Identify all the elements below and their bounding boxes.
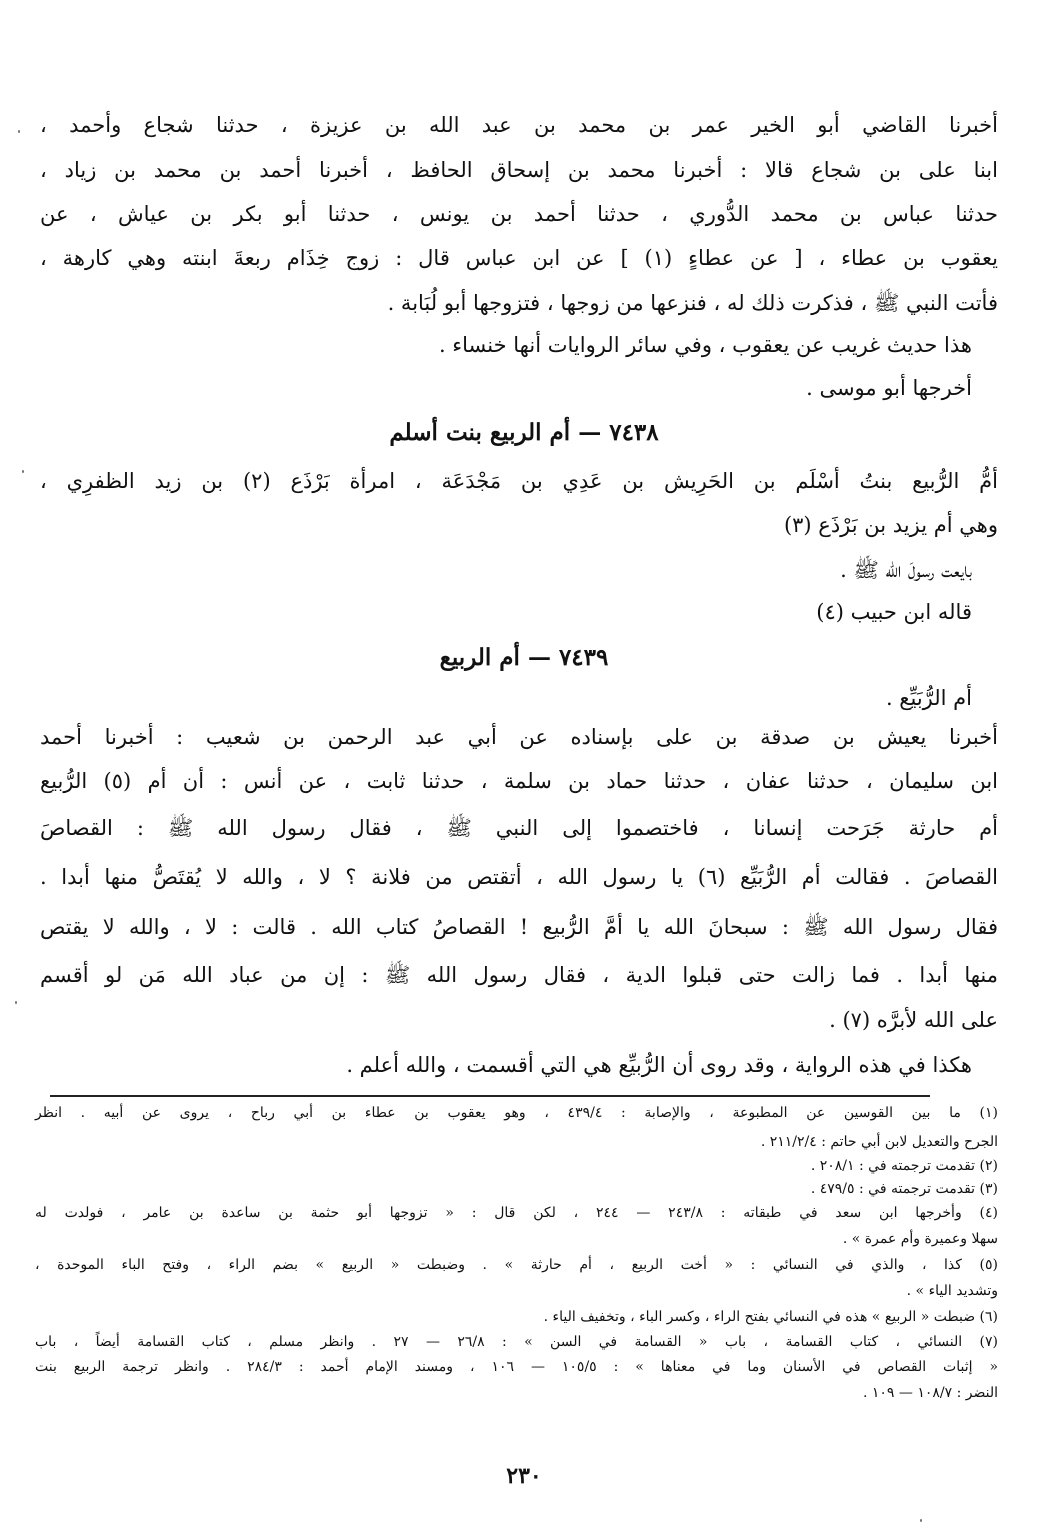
body-line: فأتت النبي ﷺ ، فذكرت ذلك له ، فنزعها من زوجها ، فتزوجها أبو لُبَابة . [387,291,998,315]
body-line: على الله لأبرَّه (٧) . [829,1008,998,1032]
body-line: منها أبدا . فما زالت حتى قبلوا الدية ، فقال رسول الله ﷺ : إن من عباد الله مَن لو أقسم [40,963,998,987]
footnote-line: (٥) كذا ، والذي في النسائي : « أخت الربيع ، أم حارثة » . وضبطت « الربيع » بضم الراء ، وفتح الباء الموحدة ، [35,1257,998,1273]
body-line: أم حارثة جَرَحت إنسانا ، فاختصموا إلى النبي ﷺ ، فقال رسول الله ﷺ : القصاصَ [40,816,999,840]
body-line: فقال رسول الله ﷺ : سبحانَ الله يا أمَّ الرُّبيع ! القصاصُ كتاب الله . قالت : لا ، والله لا يقتص [40,915,998,939]
scan-speck [15,1001,17,1004]
body-line: أمُّ الرُّبيع بنتُ أسْلَم بن الحَرِيش بن عَدِي بن مَجْدَعَة ، امرأة بَرْذَع (٢) بن زيد الظفرِي ، [40,469,998,493]
footnote-line: (٦) ضبطت « الربيع » هذه في النسائي بفتح الراء ، وكسر الباء ، وتخفيف الياء . [543,1309,998,1325]
scan-speck [22,470,24,473]
entry-heading [0,418,1048,448]
body-line: أخبرنا القاضي أبو الخير عمر بن محمد بن عبد الله بن عزيزة ، حدثنا شجاع وأحمد ، [40,113,998,137]
entry-heading-text: ٧٤٣٨ — أم الربيع بنت أسلم [389,419,659,446]
footnote-line: النضر : ١٠٨/٧ — ١٠٩ . [862,1385,998,1401]
body-line: أخبرنا يعيش بن صدقة بن على بإسناده عن أبي عبد الرحمن بن شعيب : أخبرنا أحمد [40,725,998,749]
footnote-line: (٣) تقدمت ترجمته في : ٤٧٩/٥ . [810,1181,998,1197]
page-number: ٢٣٠ [506,1463,542,1489]
scan-speck [18,130,20,133]
body-line: هذا حديث غريب عن يعقوب ، وفي سائر الروايات أنها خنساء . [438,333,972,357]
footnote-separator [50,1095,930,1097]
body-line: أخرجها أبو موسى . [806,376,972,400]
body-line: يعقوب بن عطاء ، [ عن عطاءٍ (١) ] عن ابن عباس قال : زوج خِذَام ربعةَ ابنته وهي كارهة ، [40,246,998,270]
footnote-line: (٧) النسائي ، كتاب القسامة ، باب « القسامة في السن » : ٢٦/٨ — ٢٧ . وانظر مسلم ، كتاب القسامة أيضاً ، باب [35,1334,999,1350]
footnote-line: الجرح والتعديل لابن أبي حاتم : ٢١١/٢/٤ . [760,1134,998,1150]
footnote-line: سهلا وعميرة وأم عمرة » . [842,1231,998,1247]
body-line: القصاصَ . فقالت أم الرُّبَيِّع (٦) يا رسول الله ، أتقتص من فلانة ؟ لا ، والله لا يُقتَصُّ منها أبدا . [40,865,998,889]
body-line: حدثنا عباس بن محمد الدُّوري ، حدثنا أحمد بن يونس ، حدثنا أبو بكر بن عياش ، عن [40,202,998,226]
body-line: أم الرُّبَيِّع . [885,686,972,710]
body-line: بايعت رسولَ الله ﷺ . [840,558,972,582]
body-line: قاله ابن حبيب (٤) [816,600,972,624]
body-line: هكذا في هذه الرواية ، وقد روى أن الرُّبيِّع هي التي أقسمت ، والله أعلم . [346,1053,972,1077]
body-line: ابنا على بن شجاع قالا : أخبرنا محمد بن إسحاق الحافظ ، أخبرنا أحمد بن محمد بن زياد ، [40,158,998,182]
body-line: وهي أم يزيد بن بَرْذَع (٣) [783,513,998,537]
entry-heading [0,643,1048,673]
body-line: ابن سليمان ، حدثنا عفان ، حدثنا حماد بن سلمة ، حدثنا ثابت ، عن أنس : أن أم (٥) الرُّبيع [40,769,999,793]
footnote-line: وتشديد الياء » . [906,1283,998,1299]
scan-speck [920,1519,922,1522]
footnote-line: « إثبات القصاص في الأسنان وما في معناها » : ١٠٥/٥ — ١٠٦ ، ومسند الإمام أحمد : ٢٨٤/٣ . وانظر ترجمة الربيع بنت [35,1359,999,1375]
footnote-line: (١) ما بين القوسين عن المطبوعة ، والإصابة : ٤٣٩/٤ ، وهو يعقوب بن عطاء بن أبي رباح ، يروى عن أبيه . انظر [35,1105,998,1121]
footnote-line: (٤) وأخرجها ابن سعد في طبقاته : ٢٤٣/٨ — ٢٤٤ ، لكن قال : « تزوجها أبو حثمة بن ساعدة بن عامر ، فولدت له [35,1205,998,1221]
entry-heading-text: ٧٤٣٩ — أم الربيع [439,644,609,671]
footnote-line: (٢) تقدمت ترجمته في : ٢٠٨/١ . [810,1158,998,1174]
